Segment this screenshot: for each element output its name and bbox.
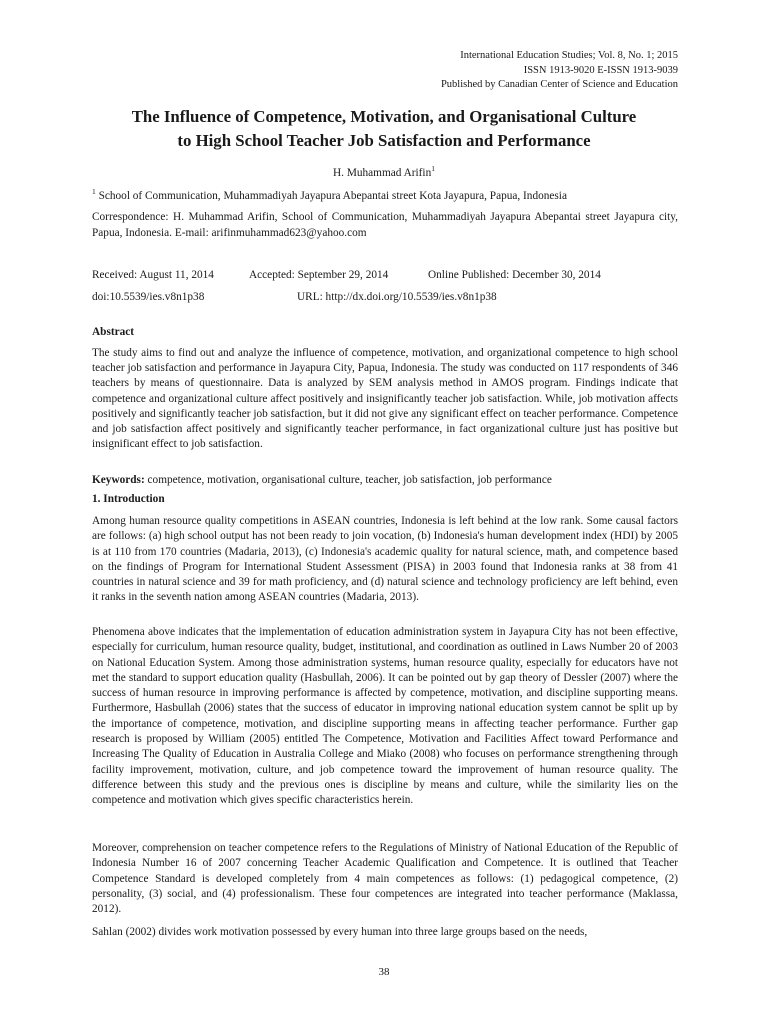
accepted-date: Accepted: September 29, 2014 bbox=[249, 269, 389, 281]
keywords bbox=[92, 473, 678, 488]
keywords-label: Keywords: bbox=[92, 474, 145, 486]
body-paragraph: Moreover, comprehension on teacher competence refers to the Regulations of Ministry of National Education of the Republic of Indonesia Number 16 of 2007 concerning Teacher Academic Qualification and Competence. It is outlined that Teacher Competence Standard is developed completely from 4 main competences as follows: (1) pedagogical competence, (2) personality, (3) social, and (4) professionalism. These four competences are integrated into teacher performance (Maklassa, 2012). bbox=[92, 842, 678, 916]
journal-publisher: Published by Canadian Center of Science and Education bbox=[440, 79, 678, 90]
dates-row bbox=[92, 264, 682, 286]
journal-issn: ISSN 1913-9020 E-ISSN 1913-9039 bbox=[523, 64, 678, 76]
affiliation-text: School of Communication, Muhammadiyah Jayapura Abepantai street Kota Jayapura, Papua, Indonesia bbox=[95, 190, 567, 202]
section-heading-introduction: 1. Introduction bbox=[92, 493, 165, 505]
journal-citation: International Education Studies; Vol. 8, No. 1; 2015 bbox=[460, 50, 678, 61]
identifiers-row bbox=[92, 286, 682, 308]
author-line bbox=[0, 166, 768, 180]
received-date: Received: August 11, 2014 bbox=[92, 269, 214, 281]
author-name: H. Muhammad Arifin bbox=[333, 167, 432, 179]
affiliation bbox=[92, 189, 682, 204]
body-paragraph: Sahlan (2002) divides work motivation possessed by every human into three large groups based on the needs, bbox=[92, 926, 588, 938]
page-number: 38 bbox=[378, 966, 390, 978]
correspondence: Correspondence: H. Muhammad Arifin, School of Communication, Muhammadiyah Jayapura Abepantai street Jayapura city, Papua, Indonesia. E-mail: arifinmuhammad623@yahoo.com bbox=[92, 211, 678, 239]
online-published-date: Online Published: December 30, 2014 bbox=[428, 269, 601, 281]
title-line-2: to High School Teacher Job Satisfaction and Performance bbox=[177, 131, 591, 150]
keywords-text: competence, motivation, organisational culture, teacher, job satisfaction, job performance bbox=[144, 474, 552, 486]
paper-title bbox=[80, 105, 688, 153]
doi: doi:10.5539/ies.v8n1p38 bbox=[92, 291, 205, 303]
publication-dates bbox=[92, 264, 682, 308]
author-affiliation-marker: 1 bbox=[431, 164, 435, 174]
title-line-1: The Influence of Competence, Motivation, and Organisational Culture bbox=[131, 107, 637, 126]
affiliation-marker: 1 bbox=[92, 187, 96, 197]
body-paragraph: Phenomena above indicates that the implementation of education administration system in Jayapura City has not been effective, especially for curriculum, human resource quality, budget, institutional, and coordination as outlined in Laws Number 20 of 2003 on National Education System. Among those administration systems, human resource quality, especially for educators have not met the standard to support education quality (Hasbullah, 2006). It can be pointed out by gap theory of Dessler (2007) where the success of human resource in improving performance is affected by competence, motivation, and discipline supporting means. Furthermore, Hasbullah (2006) states that the success of educator in improving national education system cannot be split up by the importance of competence, motivation, and discipline supporting means in affecting teacher performance. Further gap research is proposed by William (2005) entitled The Competence, Motivation and Facilities Affect toward Performance and Increasing The Quality of Education in Australia College and Miako (2008) who focuses on performance strengthening through facility improvement, motivation, culture, and job competence toward the improvement of human resource quality. The difference between this study and the previous ones is discipline by means and culture, while the similarity lies on the competence and motivation which gives specific characteristics herein. bbox=[92, 626, 678, 807]
abstract-text: The study aims to find out and analyze the influence of competence, motivation, and organizational competence to high school teacher job satisfaction and performance in Jayapura City, Papua, Indonesia. The study was conducted on 117 respondents of 346 teachers by means of questionnaire. Data is analyzed by SEM analysis method in AMOS program. Findings indicate that competence and organizational culture affect positively and insignificantly teacher job satisfaction. While, job motivation affects positively and significantly teacher job satisfaction, but it did not give any significant effect on teacher performance. Competence and job satisfaction affect positively and significantly teacher performance, in fact organizational culture just has positive but insignificant effect to job satisfaction. bbox=[92, 347, 678, 451]
journal-header bbox=[258, 49, 678, 93]
body-paragraph: Among human resource quality competitions in ASEAN countries, Indonesia is left behind at the low rank. Some causal factors are follows: (a) high school output has not been ready to join vocation, (b) Indonesia's human development index (HDI) by 2005 is at 110 from 170 countries (Madaria, 2013), (c) Indonesia's academic quality for natural science, math, and competence based on the findings of Program for International Student Assessment (PISA) in 2003 found that Indonesia ranks at 38 from 41 countries in natural science and 39 for math proficiency, and (d) natural science and technology proficiency are left behind, even it ranks in the seventh nation among ASEAN countries (Madaria, 2013). bbox=[92, 515, 678, 604]
abstract-heading: Abstract bbox=[92, 326, 135, 338]
article-url[interactable]: URL: http://dx.doi.org/10.5539/ies.v8n1p38 bbox=[297, 291, 497, 303]
